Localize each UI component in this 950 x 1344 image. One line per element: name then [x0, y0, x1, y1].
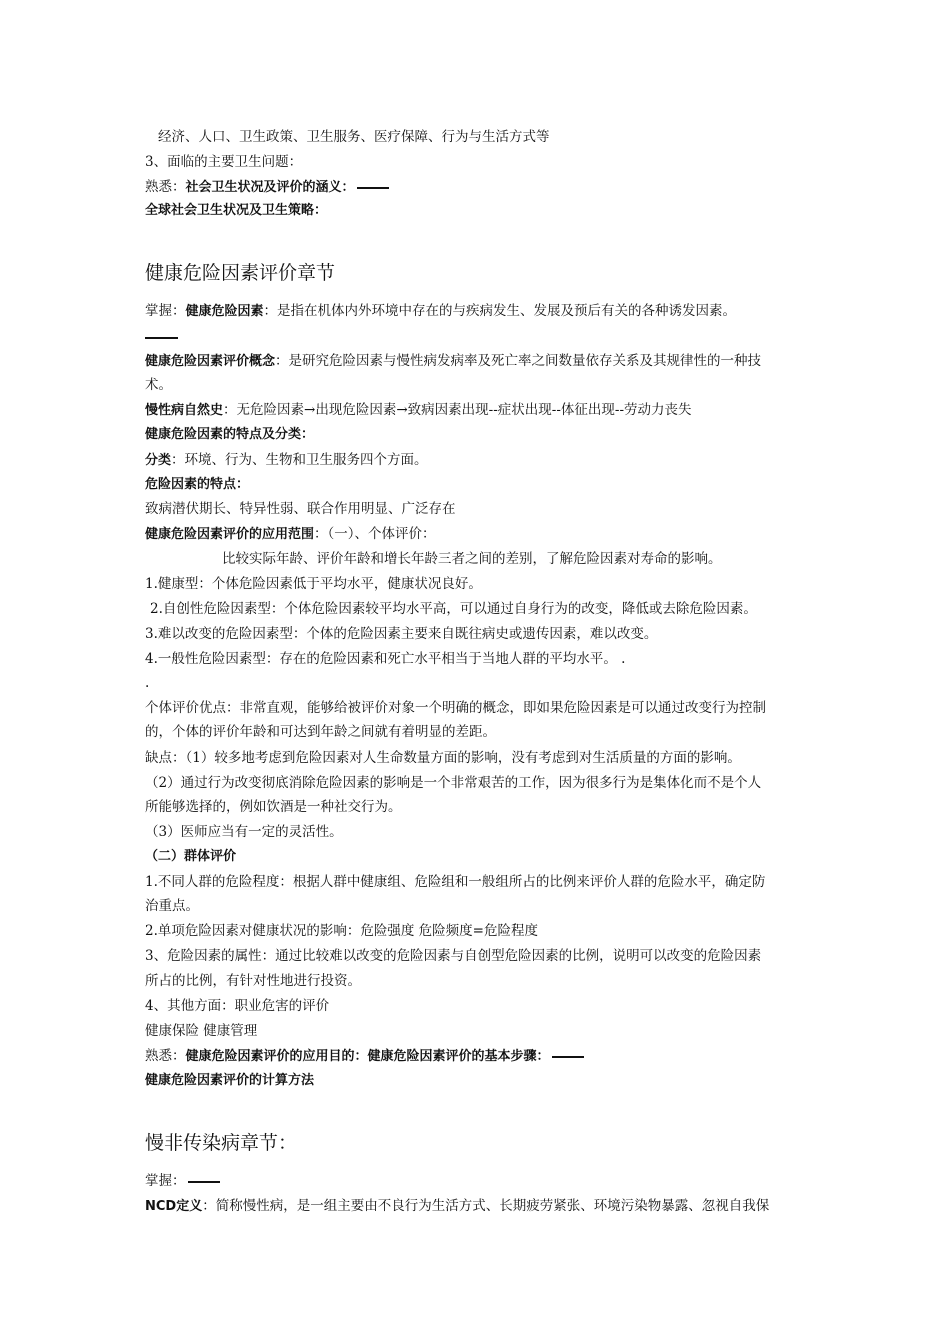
- text-line: [145, 1196, 769, 1217]
- section-heading: 慢非传染病章节：: [145, 1132, 298, 1154]
- bold-term: 健康危险因素评价概念: [145, 354, 276, 369]
- bold-line: 健康危险因素评价的计算方法: [145, 1073, 315, 1088]
- bold-term: 健康危险因素: [185, 304, 264, 319]
- text-line: 所能够选择的，例如饮酒是一种社交行为。: [145, 799, 402, 815]
- bold-term: 慢性病自然史: [145, 403, 224, 418]
- text-line: [145, 400, 692, 421]
- blank-underline: [145, 337, 178, 339]
- text-line: [145, 1171, 220, 1191]
- bold-line: 危险因素的特点：: [145, 477, 250, 492]
- text-line: [145, 524, 436, 545]
- bold-term: 社会卫生状况及评价的涵义：: [185, 180, 355, 195]
- text-line: [145, 450, 428, 471]
- text-line: [145, 177, 389, 198]
- blank-underline: [188, 1180, 220, 1183]
- text-line: 比较实际年龄、评价年龄和增长年龄三者之间的差别，了解危险因素对寿命的影响。: [222, 551, 722, 567]
- text-line: （3）医师应当有一定的灵活性。: [145, 824, 343, 840]
- text-line: .: [145, 675, 150, 691]
- section-heading: 健康危险因素评价章节: [145, 262, 336, 284]
- text-line: 2.自创性危险因素型：个体危险因素较平均水平高，可以通过自身行为的改变，降低或去除危险因素。: [150, 601, 757, 617]
- text-line: 的，个体的评价年龄和可达到年龄之间就有着明显的差距。: [145, 724, 496, 740]
- bold-line: 健康危险因素的特点及分类：: [145, 427, 315, 442]
- text-line: 3.难以改变的危险因素型：个体的危险因素主要来自既往病史或遗传因素，难以改变。: [145, 626, 658, 642]
- text-line: [145, 1046, 584, 1067]
- text-line: 治重点。: [145, 898, 199, 914]
- text-line: [145, 351, 761, 372]
- bold-term: 健康危险因素评价的应用目的：健康危险因素评价的基本步骤：: [185, 1049, 550, 1064]
- bold-term: 分类: [145, 453, 172, 468]
- text-line: 健康保险 健康管理: [145, 1023, 258, 1039]
- text-line: 个体评价优点：非常直观，能够给被评价对象一个明确的概念，即如果危险因素是可以通过改变行为控制: [145, 700, 766, 716]
- label-prefix: 掌握：: [145, 303, 186, 319]
- text-line: 1.健康型：个体危险因素低于平均水平，健康状况良好。: [145, 576, 482, 592]
- text-line: 缺点：（1）较多地考虑到危险因素对人生命数量方面的影响，没有考虑到对生活质量的方面的影响。: [145, 750, 741, 766]
- text-line: 所占的比例，有针对性地进行投资。: [145, 973, 361, 989]
- text-line: 经济、人口、卫生政策、卫生服务、医疗保障、行为与生活方式等: [158, 129, 550, 145]
- blank-underline: [357, 186, 389, 189]
- definition-text: ：简称慢性病，是一组主要由不良行为生活方式、长期疲劳紧张、环境污染物暴露、忽视自我保: [202, 1198, 770, 1214]
- definition-text: ：无危险因素→出现危险因素→致病因素出现--症状出现--体征出现--劳动力丧失: [223, 402, 692, 418]
- bold-term: NCD定义: [145, 1199, 203, 1214]
- text-line: 4.一般性危险因素型：存在的危险因素和死亡水平相当于当地人群的平均水平。 .: [145, 651, 626, 667]
- definition-text: ：环境、行为、生物和卫生服务四个方面。: [171, 452, 428, 468]
- label-prefix: 熟悉：: [145, 179, 186, 195]
- definition-text: ：（一）、个体评价：: [314, 526, 436, 542]
- text-line: [145, 301, 736, 322]
- text-line: 致病潜伏期长、特异性弱、联合作用明显、广泛存在: [145, 501, 456, 517]
- text-line: 2.单项危险因素对健康状况的影响：危险强度 危险频度=危险程度: [145, 923, 538, 939]
- text-line: 1.不同人群的危险程度：根据人群中健康组、危险组和一般组所占的比例来评价人群的危险水平，确定防: [145, 874, 766, 890]
- text-line: 4、其他方面：职业危害的评价: [145, 998, 330, 1014]
- definition-text: ：是指在机体内外环境中存在的与疾病发生、发展及预后有关的各种诱发因素。: [263, 303, 737, 319]
- label-prefix: 掌握：: [145, 1173, 186, 1189]
- bold-line: 全球社会卫生状况及卫生策略：: [145, 203, 328, 218]
- bold-line: （二）群体评价: [145, 849, 237, 864]
- bold-term: 健康危险因素评价的应用范围: [145, 527, 315, 542]
- text-line: 3、面临的主要卫生问题：: [145, 154, 303, 170]
- blank-underline: [552, 1055, 584, 1058]
- text-line: 术。: [145, 377, 172, 393]
- text-line: 3、危险因素的属性：通过比较难以改变的危险因素与自创型危险因素的比例，说明可以改变的危险因素: [145, 948, 762, 964]
- label-prefix: 熟悉：: [145, 1048, 186, 1064]
- text-line: （2）通过行为改变彻底消除危险因素的影响是一个非常艰苦的工作，因为很多行为是集体化而不是个人: [145, 775, 762, 791]
- definition-text: ：是研究危险因素与慢性病发病率及死亡率之间数量依存关系及其规律性的一种技: [275, 353, 762, 369]
